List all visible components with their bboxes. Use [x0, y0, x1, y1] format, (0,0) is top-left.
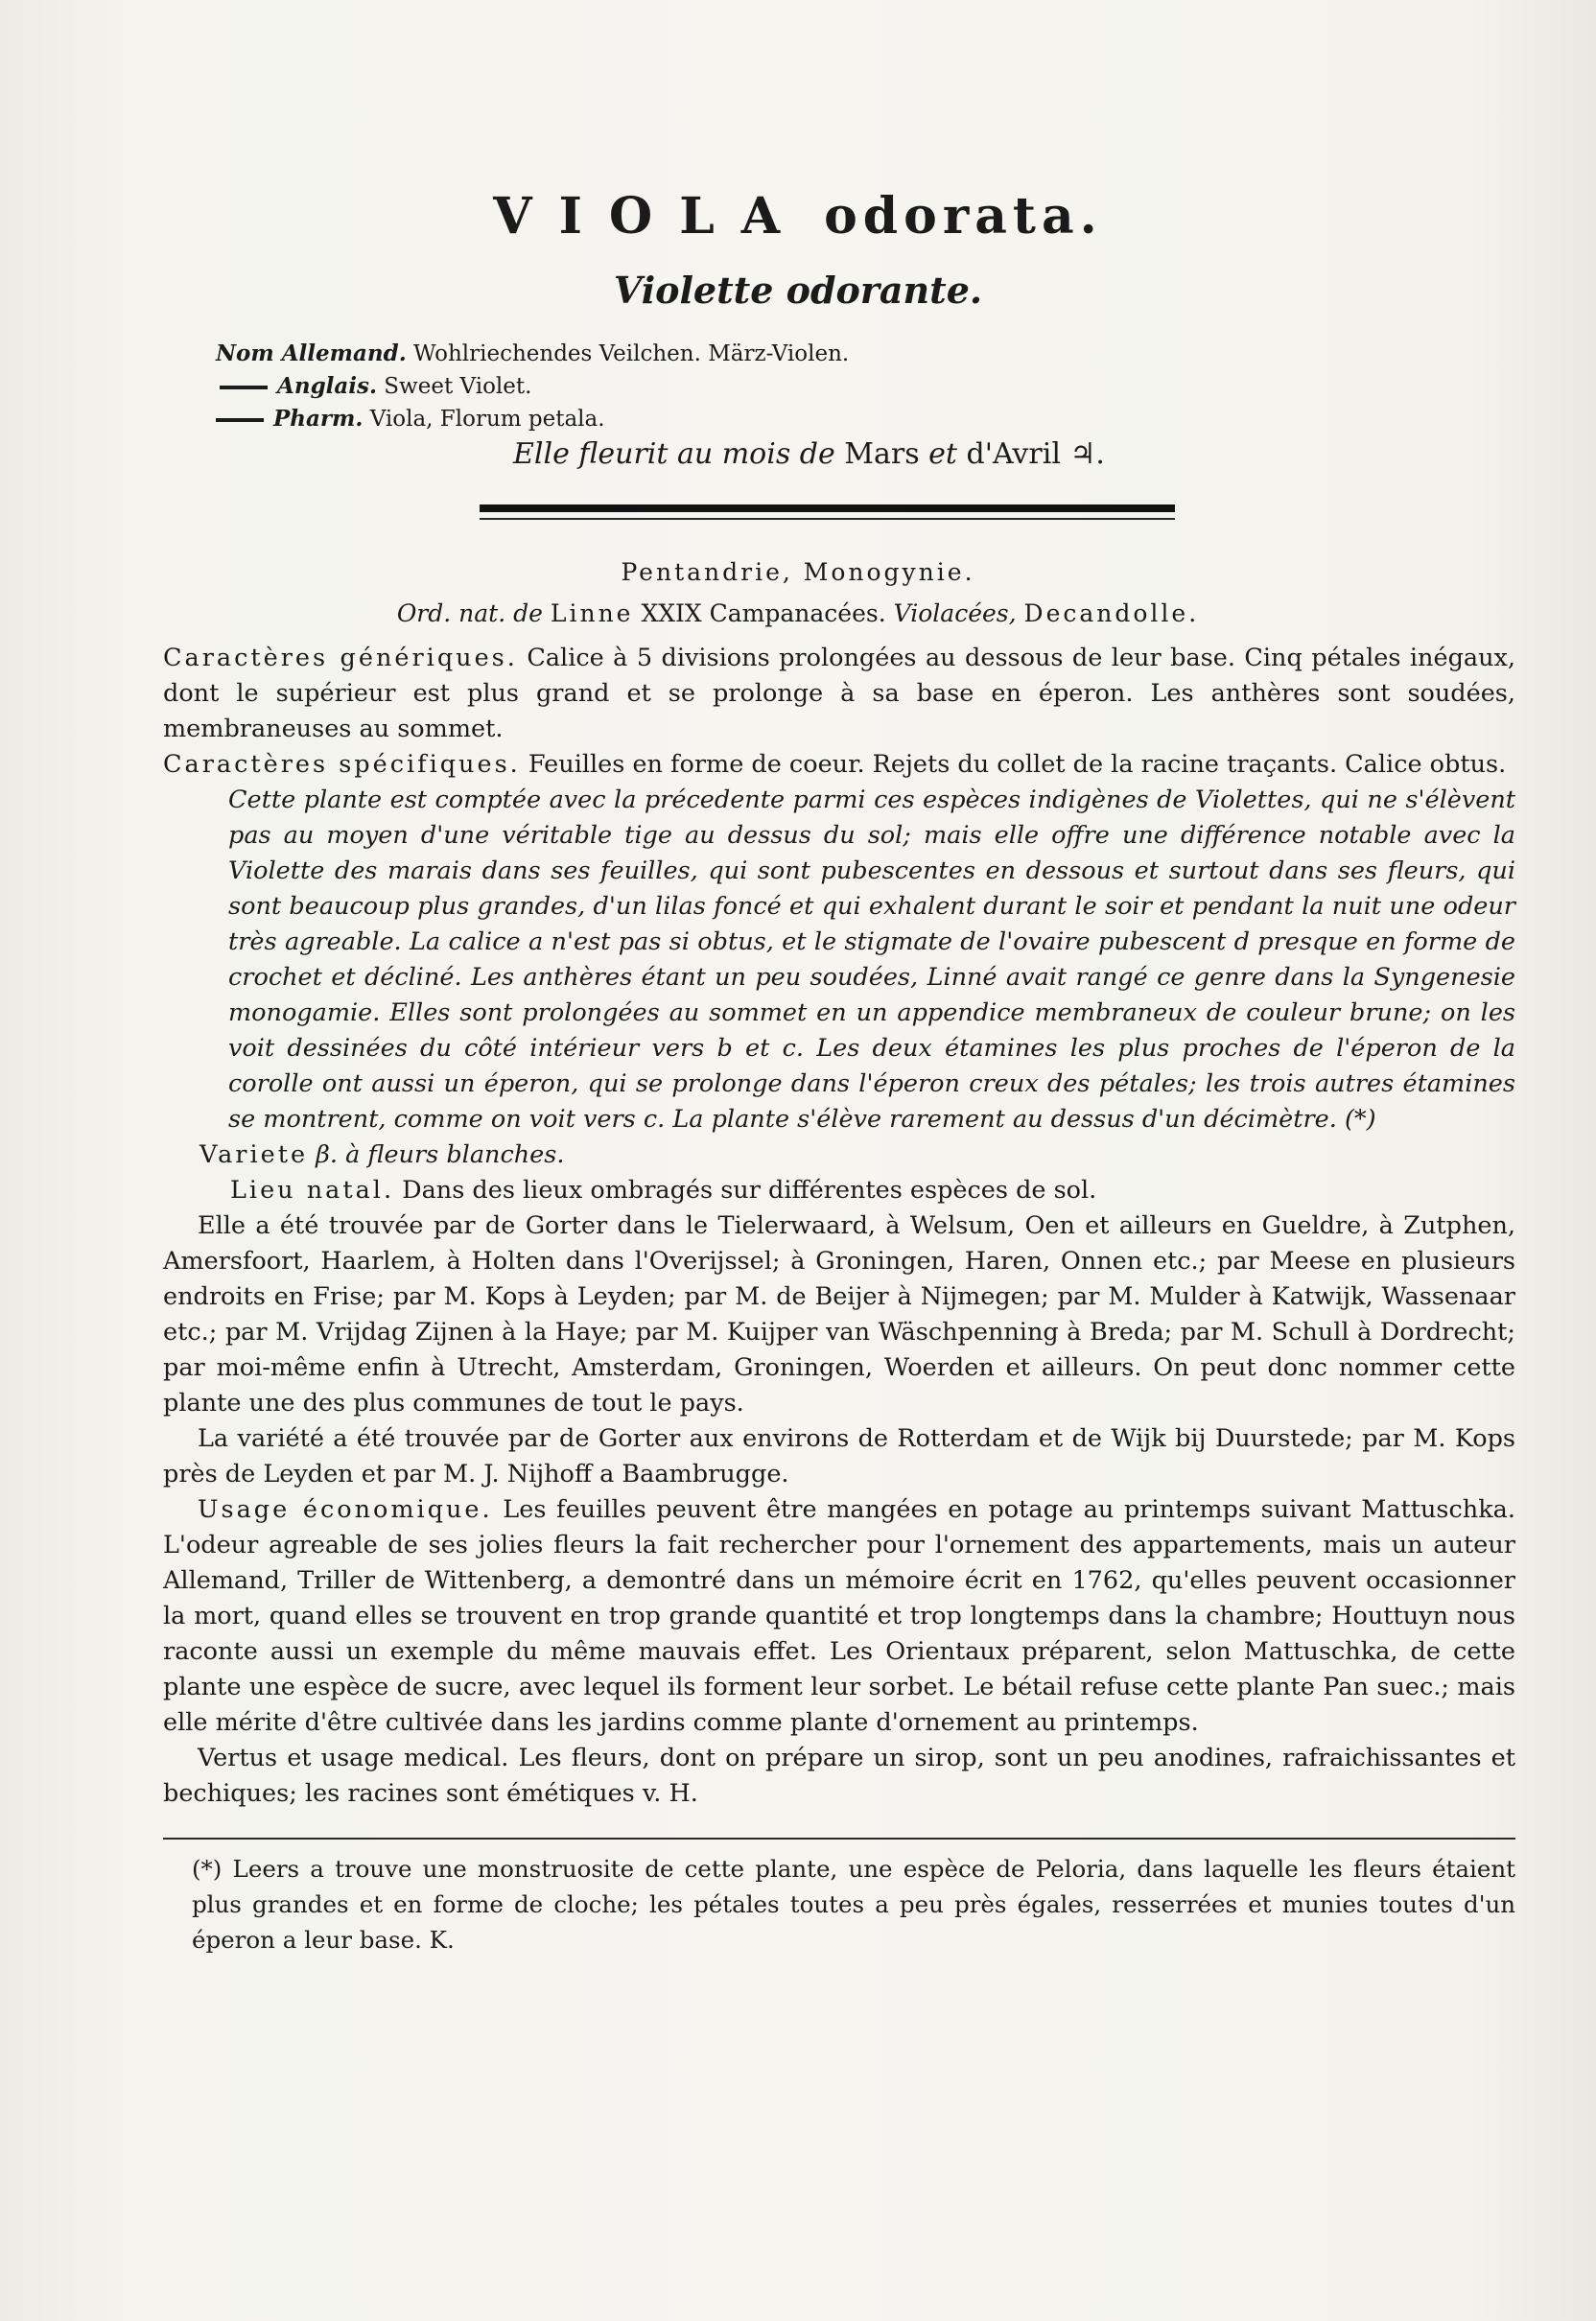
variety	[163, 1137, 1515, 1173]
dc-author: Decandolle.	[1023, 599, 1200, 627]
english-label: Anglais.	[277, 373, 377, 399]
pharm-names: Viola, Florum petala.	[369, 407, 605, 432]
english-name-row	[216, 370, 849, 403]
natural-order	[0, 599, 1596, 627]
generic-characters	[163, 641, 1515, 747]
ord-de: de	[513, 599, 543, 627]
species-name: odorata.	[824, 187, 1103, 246]
habitat-label: Lieu natal.	[230, 1176, 395, 1205]
flowering-month: Mars	[844, 437, 920, 471]
specific-label: Caractères spécifiques.	[163, 750, 521, 779]
genus-name: VIOLA	[493, 187, 808, 246]
german-names: Wohlriechendes Veilchen. März-Violen.	[413, 341, 850, 366]
footnote-text: (*) Leers a trouve une monstruosite de cette plante, une espèce de Peloria, dans laquelle les fleurs étaient plus grandes et en forme de cloche; les pétales toutes a peu près égales, resserrées et munies toutes d'un éperon a leur base. K.	[192, 1855, 1515, 1954]
flowering-prefix: Elle fleurit au mois de	[513, 437, 835, 471]
variety-localities	[163, 1421, 1515, 1492]
pharm-name-row	[216, 403, 849, 435]
dc-family: Violacées,	[893, 599, 1017, 627]
dash-divider	[220, 386, 268, 389]
flowering-april: d'Avril ♃.	[966, 437, 1105, 471]
specific-characters	[163, 747, 1515, 783]
english-names: Sweet Violet.	[384, 374, 532, 399]
french-name: Violette odorante.	[613, 269, 983, 312]
medical-text: Les fleurs, dont on prépare un sirop, sont un peu anodines, rafraichissantes et bechiques; les racines sont émétiques v. H.	[163, 1744, 1516, 1808]
german-name-row	[216, 338, 849, 370]
specific-text: Feuilles en forme de coeur. Rejets du collet de la racine traçants. Calice obtus.	[528, 750, 1507, 779]
footnote	[163, 1851, 1515, 1958]
generic-text: Calice à 5 divisions prolongées au dessous de leur base. Cinq pétales inégaux, dont le supérieur est plus grand et se prolonge à sa base en éperon. Les anthères sont soudées, membraneuses au sommet.	[163, 644, 1516, 743]
medical-label: Vertus et usage medical.	[198, 1744, 509, 1772]
main-text	[163, 641, 1515, 1812]
flowering-time	[513, 437, 1105, 471]
usage-label: Usage économique.	[198, 1495, 493, 1524]
localities-text: Elle a été trouvée par de Gorter dans le Tielerwaard, à Welsum, Oen et ailleurs en Gueldre, à Zutphen, Amersfoort, Haarlem, à Holten dans l'Overijssel; à Groningen, Haren, Onnen etc.; par Meese en plusieurs endroits en Frise; par M. Kops à Leyden; par M. de Beijer à Nijmegen; par M. Mulder à Katwijk, Wassenaar etc.; par M. Vrijdag Zijnen à la Haye; par M. Kuijper van Wäschpenning à Breda; par M. Schull à Dordrecht; par moi-même enfin à Utrecht, Amsterdam, Groningen, Woerden et ailleurs. On peut donc nommer cette plante une des plus communes de tout le pays.	[163, 1211, 1515, 1418]
medical-usage	[163, 1741, 1515, 1812]
variety-text: β. à fleurs blanches.	[316, 1140, 565, 1169]
vernacular-names	[216, 338, 849, 435]
flowering-et: et	[928, 437, 957, 471]
german-label: Nom Allemand.	[216, 340, 407, 366]
ord-label: Ord. nat.	[396, 599, 506, 627]
linne-order: XXIX Campanacées.	[641, 599, 886, 627]
pharm-label: Pharm.	[273, 406, 364, 432]
page-title	[0, 187, 1596, 246]
variety-localities-text: La variété a été trouvée par de Gorter aux environs de Rotterdam et de Wijk bij Duurstede; par M. Kops près de Leyden et par M. J. Nijhoff a Baambrugge.	[163, 1424, 1515, 1489]
localities	[163, 1208, 1515, 1421]
usage-text: Les feuilles peuvent être mangées en potage au printemps suivant Mattuschka. L'odeur agreable de ses jolies fleurs la fait rechercher pour l'ornement des appartements, mais un auteur Allemand, Triller de Wittenberg, a demontré dans un mémoire écrit en 1762, qu'elles peuvent occasionner la mort, quand elles se trouvent en trop grande quantité et trop longtemps dans la chambre; Houttuyn nous raconte aussi un exemple du même mauvais effet. Les Orientaux préparent, selon Mattuschka, de cette plante une espèce de sucre, avec lequel ils forment leur sorbet. Le bétail refuse cette plante Pan suec.; mais elle mérite d'être cultivée dans les jardins comme plante d'ornement au printemps.	[163, 1495, 1515, 1737]
economic-usage	[163, 1492, 1515, 1741]
habitat	[163, 1173, 1515, 1208]
thin-divider	[480, 518, 1175, 520]
generic-label: Caractères génériques.	[163, 644, 518, 672]
habitat-text: Dans des lieux ombragés sur différentes espèces de sol.	[402, 1176, 1097, 1205]
linne-name: Linne	[550, 599, 634, 627]
thick-divider	[480, 504, 1175, 512]
variety-label: Variete	[200, 1140, 309, 1169]
description: Cette plante est comptée avec la précedente parmi ces espèces indigènes de Violettes, qui ne s'élèvent pas au moyen d'une véritable tige au dessus du sol; mais elle offre une différence notable avec la Violette des marais dans ses feuilles, qui sont pubescentes en dessous et surtout dans ses fleurs, qui sont beaucoup plus grandes, d'un lilas foncé et qui exhalent durant le soir et pendant la nuit une odeur très agreable. La calice a n'est pas si obtus, et le stigmate de l'ovaire pubescent d presque en forme de crochet et décliné. Les anthères étant un peu soudées, Linné avait rangé ce genre dans la Syngenesie monogamie. Elles sont prolongées au sommet en un appendice membraneux de couleur brune; on les voit dessinées du côté intérieur vers b et c. Les deux étamines les plus proches de l'éperon de la corolle ont aussi un éperon, qui se prolonge dans l'éperon creux des pétales; les trois autres étamines se montrent, comme on voit vers c. La plante s'élève rarement au dessus d'un décimètre. (*)	[228, 785, 1515, 1134]
dash-divider	[216, 418, 264, 422]
footnote-divider	[163, 1838, 1515, 1840]
linnaean-class: Pentandrie, Monogynie.	[621, 558, 975, 586]
